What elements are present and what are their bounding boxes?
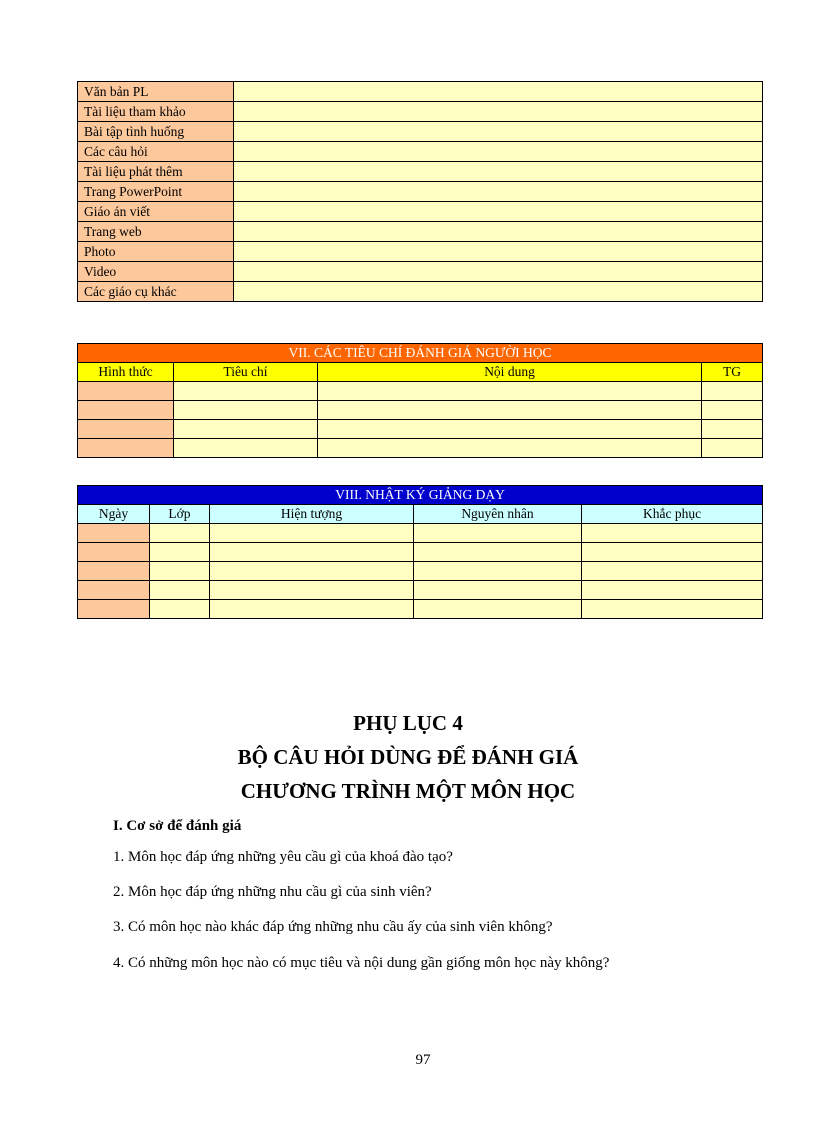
table-cell[interactable]	[150, 581, 210, 600]
table-cell[interactable]	[210, 562, 414, 581]
resource-label: Photo	[78, 242, 234, 262]
table-row	[78, 182, 763, 202]
table-row	[78, 600, 763, 619]
table-row	[78, 122, 763, 142]
table-cell[interactable]	[78, 543, 150, 562]
resource-label: Tài liệu tham khảo	[78, 102, 234, 122]
table-cell[interactable]	[582, 524, 763, 543]
table-cell[interactable]	[174, 420, 318, 439]
table-header-row	[78, 505, 763, 524]
table-row	[78, 202, 763, 222]
table-row	[78, 581, 763, 600]
table-cell[interactable]	[174, 439, 318, 458]
table-row	[78, 142, 763, 162]
table-cell[interactable]	[210, 524, 414, 543]
table-row	[78, 242, 763, 262]
table-row	[78, 82, 763, 102]
table-cell[interactable]	[702, 401, 763, 420]
question-item: 4. Có những môn học nào có mục tiêu và nội dung gần giống môn học này không?	[113, 955, 610, 971]
table-cell[interactable]	[150, 562, 210, 581]
question-item: 1. Môn học đáp ứng những yêu cầu gì của khoá đào tạo?	[113, 849, 453, 865]
appendix-title: PHỤ LỤC 4	[353, 711, 463, 735]
column-header: Nguyên nhân	[414, 505, 582, 524]
table-header-row	[78, 363, 763, 382]
table-cell[interactable]	[582, 600, 763, 619]
table-cell[interactable]	[210, 600, 414, 619]
column-header: Ngày	[78, 505, 150, 524]
resource-value-cell[interactable]	[234, 82, 763, 102]
table-cell[interactable]	[150, 600, 210, 619]
question-item: 2. Môn học đáp ứng những nhu cầu gì của sinh viên?	[113, 884, 432, 900]
table-cell[interactable]	[174, 401, 318, 420]
table-row	[78, 401, 763, 420]
column-header: TG	[702, 363, 763, 382]
resource-label: Các câu hỏi	[78, 142, 234, 162]
resource-label: Video	[78, 262, 234, 282]
table-cell[interactable]	[318, 420, 702, 439]
table-row	[78, 262, 763, 282]
table-cell[interactable]	[702, 420, 763, 439]
table-cell[interactable]	[210, 581, 414, 600]
table-cell[interactable]	[702, 382, 763, 401]
table-row	[78, 102, 763, 122]
table-cell[interactable]	[414, 543, 582, 562]
resource-value-cell[interactable]	[234, 162, 763, 182]
column-header: Lớp	[150, 505, 210, 524]
question-item: 3. Có môn học nào khác đáp ứng những nhu cầu ấy của sinh viên không?	[113, 919, 553, 935]
resource-label: Giáo án viết	[78, 202, 234, 222]
resource-label: Các giáo cụ khác	[78, 282, 234, 302]
table-cell[interactable]	[582, 543, 763, 562]
table-cell[interactable]	[414, 600, 582, 619]
resource-value-cell[interactable]	[234, 182, 763, 202]
table-cell[interactable]	[78, 420, 174, 439]
table-cell[interactable]	[318, 401, 702, 420]
table-cell[interactable]	[414, 581, 582, 600]
assessment-table-title: VII. CÁC TIÊU CHÍ ĐÁNH GIÁ NGƯỜI HỌC	[78, 344, 763, 363]
diary-table-title: VIII. NHẬT KÝ GIẢNG DẠY	[78, 486, 763, 505]
table-cell[interactable]	[78, 562, 150, 581]
table-row	[78, 439, 763, 458]
resource-value-cell[interactable]	[234, 202, 763, 222]
table-cell[interactable]	[210, 543, 414, 562]
table-cell[interactable]	[318, 439, 702, 458]
table-row	[78, 524, 763, 543]
resource-label: Trang PowerPoint	[78, 182, 234, 202]
resource-value-cell[interactable]	[234, 242, 763, 262]
table-cell[interactable]	[582, 581, 763, 600]
resource-value-cell[interactable]	[234, 102, 763, 122]
resources-table	[77, 81, 763, 302]
table-cell[interactable]	[78, 524, 150, 543]
table-cell[interactable]	[150, 524, 210, 543]
column-header: Khắc phục	[582, 505, 763, 524]
resource-label: Trang web	[78, 222, 234, 242]
table-row	[78, 162, 763, 182]
section-heading: I. Cơ sở để đánh giá	[113, 818, 242, 834]
appendix-subtitle: BỘ CÂU HỎI DÙNG ĐỂ ĐÁNH GIÁ	[237, 745, 579, 769]
resource-value-cell[interactable]	[234, 262, 763, 282]
table-cell[interactable]	[702, 439, 763, 458]
table-cell[interactable]	[78, 382, 174, 401]
resource-value-cell[interactable]	[234, 222, 763, 242]
column-header: Hình thức	[78, 363, 174, 382]
appendix-subtitle-2: CHƯƠNG TRÌNH MỘT MÔN HỌC	[240, 779, 576, 803]
resource-value-cell[interactable]	[234, 122, 763, 142]
table-cell[interactable]	[414, 562, 582, 581]
table-row	[78, 382, 763, 401]
table-row	[78, 562, 763, 581]
column-header: Tiêu chí	[174, 363, 318, 382]
teaching-diary-table	[77, 485, 763, 619]
table-cell[interactable]	[150, 543, 210, 562]
table-row	[78, 420, 763, 439]
resource-label: Văn bản PL	[78, 82, 234, 102]
table-cell[interactable]	[78, 600, 150, 619]
column-header: Hiện tượng	[210, 505, 414, 524]
table-cell[interactable]	[78, 581, 150, 600]
column-header: Nội dung	[318, 363, 702, 382]
resource-label: Tài liệu phát thêm	[78, 162, 234, 182]
resource-label: Bài tập tình huống	[78, 122, 234, 142]
table-cell[interactable]	[174, 382, 318, 401]
table-cell[interactable]	[78, 439, 174, 458]
table-row	[78, 282, 763, 302]
table-row	[78, 222, 763, 242]
assessment-criteria-table	[77, 343, 763, 458]
table-cell[interactable]	[78, 401, 174, 420]
table-cell[interactable]	[318, 382, 702, 401]
resource-value-cell[interactable]	[234, 282, 763, 302]
table-cell[interactable]	[414, 524, 582, 543]
table-row	[78, 543, 763, 562]
page-number: 97	[415, 1052, 431, 1068]
resource-value-cell[interactable]	[234, 142, 763, 162]
table-cell[interactable]	[582, 562, 763, 581]
